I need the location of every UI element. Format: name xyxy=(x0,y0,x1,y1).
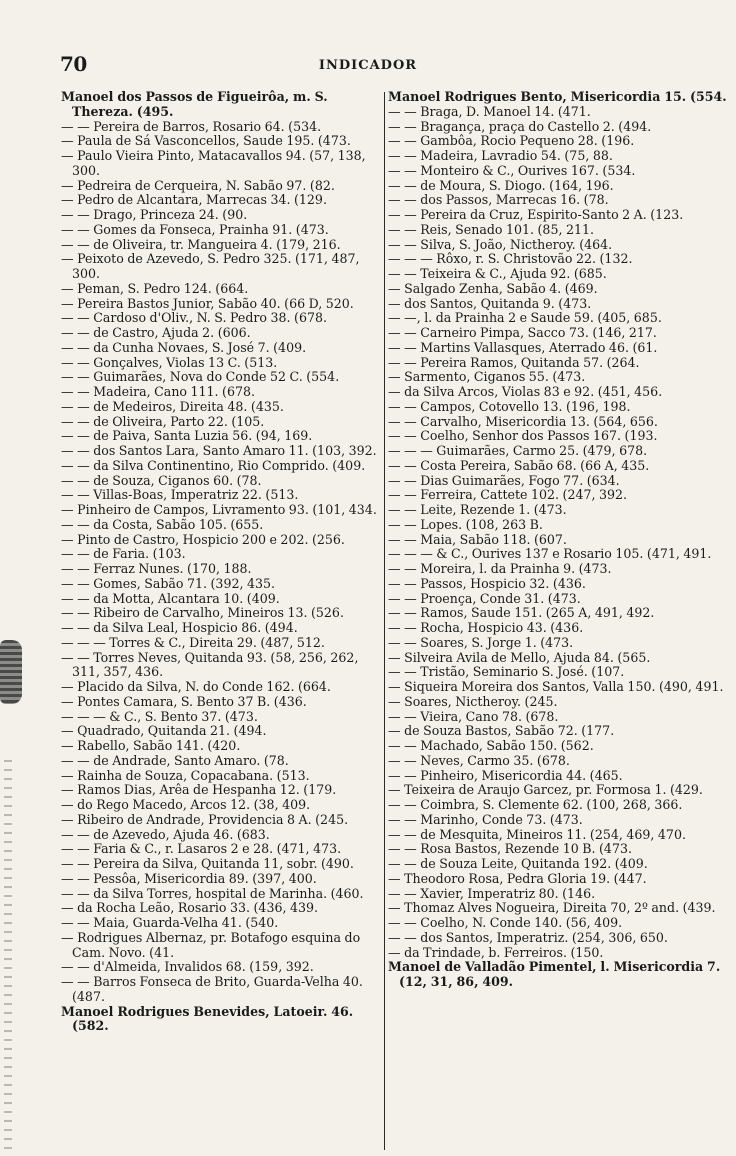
directory-entry: — — de Oliveira, Parto 22. (105. xyxy=(61,413,265,429)
directory-entry: — — Rosa Bastos, Rezende 10 B. (473. xyxy=(388,841,632,857)
directory-entry: — — Pereira da Silva, Quitanda 11, sobr. (490. xyxy=(61,856,354,871)
directory-entry: — — de Moura, S. Diogo. (164, 196. xyxy=(388,177,614,193)
column-divider xyxy=(384,92,385,1150)
directory-entry: — Peixoto de Azevedo, S. Pedro 325. (171, 487, 300. xyxy=(61,251,360,281)
page-header xyxy=(0,0,736,82)
directory-entry: — — Cardoso d'Oliv., N. S. Pedro 38. (678. xyxy=(61,310,328,326)
directory-entry: — — Drago, Princeza 24. (90. xyxy=(61,207,248,222)
directory-entry: — — Martins Vallasques, Aterrado 46. (61. xyxy=(388,339,658,355)
directory-entry: — Rodrigues Albernaz, pr. Botafogo esquina do Cam. Novo. (41. xyxy=(61,929,361,960)
directory-entry: — Paulo Vieira Pinto, Matacavallos 94. (57, 138, 300. xyxy=(61,148,366,178)
directory-entry: — — Torres Neves, Quitanda 93. (58, 256, 262, 311, 357, 436. xyxy=(61,649,359,680)
directory-entry: — — Teixeira & C., Ajuda 92. (685. xyxy=(388,266,607,281)
directory-entry: — — de Medeiros, Direita 48. (435. xyxy=(61,398,284,414)
directory-entry: Manoel dos Passos de Figueirôa, m. S. Thereza. (495. xyxy=(61,90,328,119)
directory-entry: — Placido da Silva, N. do Conde 162. (664. xyxy=(61,679,331,694)
directory-entry: — Peman, S. Pedro 124. (664. xyxy=(61,280,249,296)
directory-entry: — — da Costa, Sabão 105. (655. xyxy=(61,516,264,532)
directory-entry: — — Gomes, Sabão 71. (392, 435. xyxy=(61,575,276,591)
directory-entry: — Teixeira de Araujo Garcez, pr. Formosa 1. (429. xyxy=(388,782,703,798)
directory-entry: — — Proença, Conde 31. (473. xyxy=(388,590,581,606)
directory-entry: — Rabello, Sabão 141. (420. xyxy=(61,738,241,753)
directory-entry: — — Vieira, Cano 78. (678. xyxy=(388,708,559,724)
directory-entry: — — Xavier, Imperatriz 80. (146. xyxy=(388,885,596,901)
directory-columns xyxy=(61,90,731,1152)
directory-entry: — Salgado Zenha, Sabão 4. (469. xyxy=(388,280,598,296)
directory-entry: — — Coimbra, S. Clemente 62. (100, 268, 366. xyxy=(388,797,683,812)
directory-entry: — Ramos Dias, Arêa de Hespanha 12. (179. xyxy=(61,782,337,798)
directory-entry: — — Neves, Carmo 35. (678. xyxy=(388,752,570,768)
directory-entry: — do Rego Macedo, Arcos 12. (38, 409. xyxy=(61,797,311,812)
directory-entry: — — — Torres & C., Direita 29. (487, 512. xyxy=(61,634,325,650)
directory-entry: — — Moreira, l. da Prainha 9. (473. xyxy=(388,561,612,576)
directory-entry: — — Costa Pereira, Sabão 68. (66 A, 435. xyxy=(388,457,650,473)
directory-entry: — dos Santos, Quitanda 9. (473. xyxy=(388,295,592,311)
directory-entry: — — Ferraz Nunes. (170, 188. xyxy=(61,561,252,576)
directory-entry: — — de Paiva, Santa Luzia 56. (94, 169. xyxy=(61,428,313,444)
directory-entry: — — Braga, D. Manoel 14. (471. xyxy=(388,103,591,119)
directory-entry: Manoel Rodrigues Benevides, Latoeir. 46. (582. xyxy=(61,1003,354,1034)
directory-entry: — — Machado, Sabão 150. (562. xyxy=(388,738,594,753)
directory-entry: — —, l. da Prainha 2 e Saude 59. (405, 685. xyxy=(388,310,662,326)
directory-entry: — — Reis, Senado 101. (85, 211. xyxy=(388,221,595,237)
directory-entry: — — da Silva Leal, Hospicio 86. (494. xyxy=(61,620,298,635)
directory-entry: — — Pinheiro, Misericordia 44. (465. xyxy=(388,767,623,783)
directory-entry: — Silveira Avila de Mello, Ajuda 84. (565. xyxy=(388,649,651,665)
directory-entry: — da Trindade, b. Ferreiros. (150. xyxy=(388,944,604,960)
right-column xyxy=(388,90,731,1152)
directory-entry: — — da Silva Continentino, Rio Comprido. (409. xyxy=(61,457,366,473)
directory-entry: — — Leite, Rezende 1. (473. xyxy=(388,502,567,517)
directory-entry: — — Maia, Guarda-Velha 41. (540. xyxy=(61,915,279,930)
directory-entry: Manoel de Valladão Pimentel, l. Misericordia 7. (12, 31, 86, 409. xyxy=(388,959,721,989)
directory-entry: — — da Motta, Alcantara 10. (409. xyxy=(61,590,280,606)
directory-entry: — — Maia, Sabão 118. (607. xyxy=(388,531,567,547)
directory-entry: — — — Rôxo, r. S. Christovão 22. (132. xyxy=(388,251,633,267)
directory-entry: — — de Mesquita, Mineiros 11. (254, 469, 470. xyxy=(388,826,686,842)
directory-entry: — Sarmento, Ciganos 55. (473. xyxy=(388,369,586,385)
binding-stain-mark xyxy=(0,640,22,704)
directory-entry: — — Villas-Boas, Imperatriz 22. (513. xyxy=(61,487,299,503)
directory-entry: — Thomaz Alves Nogueira, Direita 70, 2º and. (439. xyxy=(388,900,716,916)
directory-entry: — — de Faria. (103. xyxy=(61,546,186,562)
directory-entry: — Pontes Camara, S. Bento 37 B. (436. xyxy=(61,693,307,709)
directory-entry: — Pedro de Alcantara, Marrecas 34. (129. xyxy=(61,192,327,208)
directory-entry: — Ribeiro de Andrade, Providencia 8 A. (245. xyxy=(61,811,349,827)
directory-entry: — — Madeira, Lavradio 54. (75, 88. xyxy=(388,148,613,163)
directory-entry: — — Marinho, Conde 73. (473. xyxy=(388,811,583,827)
directory-entry: — — da Cunha Novaes, S. José 7. (409. xyxy=(61,339,307,355)
running-head-title: INDICADOR xyxy=(318,58,418,73)
directory-entry: — — dos Santos, Imperatriz. (254, 306, 650. xyxy=(388,929,668,945)
directory-entry: — — de Castro, Ajuda 2. (606. xyxy=(61,325,251,340)
directory-entry: — de Souza Bastos, Sabão 72. (177. xyxy=(388,723,615,739)
directory-entry: — — Tristão, Seminario S. José. (107. xyxy=(388,664,625,680)
directory-entry: — — Carvalho, Misericordia 13. (564, 656. xyxy=(388,413,658,429)
directory-entry: — — Gambôa, Rocio Pequeno 28. (196. xyxy=(388,133,635,149)
directory-entry: — — Coelho, N. Conde 140. (56, 409. xyxy=(388,915,623,930)
directory-entry: — Quadrado, Quitanda 21. (494. xyxy=(61,723,267,739)
directory-entry: — — Soares, S. Jorge 1. (473. xyxy=(388,634,574,650)
directory-entry: — Pinheiro de Campos, Livramento 93. (101, 434. xyxy=(61,502,377,517)
directory-entry: — — Carneiro Pimpa, Sacco 73. (146, 217. xyxy=(388,325,657,340)
directory-entry: — — Pessôa, Misericordia 89. (397, 400. xyxy=(61,870,317,886)
directory-entry: — — Pereira da Cruz, Espirito-Santo 2 A. (123. xyxy=(388,207,684,222)
page-number: 70 xyxy=(60,52,87,76)
directory-entry: — — Bragança, praça do Castello 2. (494. xyxy=(388,118,652,134)
directory-entry: — — Dias Guimarães, Fogo 77. (634. xyxy=(388,472,620,488)
directory-entry: — — — Guimarães, Carmo 25. (479, 678. xyxy=(388,443,648,458)
directory-entry: — Pedreira de Cerqueira, N. Sabão 97. (82. xyxy=(61,177,335,193)
directory-entry: — — de Oliveira, tr. Mangueira 4. (179, 216. xyxy=(61,236,341,252)
directory-entry: — — dos Passos, Marrecas 16. (78. xyxy=(388,192,609,208)
directory-entry: — — Coelho, Senhor dos Passos 167. (193. xyxy=(388,428,658,444)
directory-entry: — — Ribeiro de Carvalho, Mineiros 13. (526. xyxy=(61,605,344,621)
directory-entry: — Siqueira Moreira dos Santos, Valla 150. (490, 491. xyxy=(388,679,724,694)
directory-entry: — — Pereira Ramos, Quitanda 57. (264. xyxy=(388,354,640,370)
directory-entry: Manoel Rodrigues Bento, Misericordia 15. (554. xyxy=(388,90,727,104)
binding-margin-dots xyxy=(4,760,12,1150)
directory-entry: — — d'Almeida, Invalidos 68. (159, 392. xyxy=(61,959,314,975)
directory-entry: — da Rocha Leão, Rosario 33. (436, 439. xyxy=(61,900,319,916)
directory-entry: — — Lopes. (108, 263 B. xyxy=(388,516,543,532)
directory-entry: — — dos Santos Lara, Santo Amaro 11. (103, 392. xyxy=(61,443,377,458)
directory-entry: — — Passos, Hospicio 32. (436. xyxy=(388,575,586,591)
left-column xyxy=(61,90,384,1152)
directory-entry: — — Barros Fonseca de Brito, Guarda-Velha 40. (487. xyxy=(61,974,363,1004)
directory-entry: — — Ferreira, Cattete 102. (247, 392. xyxy=(388,487,628,503)
directory-entry: — Pinto de Castro, Hospicio 200 e 202. (256. xyxy=(61,531,345,547)
directory-entry: — — Pereira de Barros, Rosario 64. (534. xyxy=(61,118,322,134)
directory-entry: — — — & C., S. Bento 37. (473. xyxy=(61,708,258,724)
directory-entry: — — de Souza, Ciganos 60. (78. xyxy=(61,472,262,488)
directory-entry: — — Silva, S. João, Nictheroy. (464. xyxy=(388,236,613,252)
directory-entry: — — Madeira, Cano 111. (678. xyxy=(61,384,256,399)
directory-entry: — — Campos, Cotovello 13. (196, 198. xyxy=(388,398,631,414)
directory-entry: — — — & C., Ourives 137 e Rosario 105. (471, 491. xyxy=(388,546,712,562)
directory-entry: — — de Souza Leite, Quitanda 192. (409. xyxy=(388,856,648,871)
directory-entry: — — de Azevedo, Ajuda 46. (683. xyxy=(61,826,270,842)
directory-entry: — — de Andrade, Santo Amaro. (78. xyxy=(61,752,289,768)
directory-entry: — Paula de Sá Vasconcellos, Saude 195. (473. xyxy=(61,133,351,149)
directory-entry: — — Rocha, Hospicio 43. (436. xyxy=(388,620,584,635)
directory-entry: — Pereira Bastos Junior, Sabão 40. (66 D, 520. xyxy=(61,295,354,311)
directory-entry: — Soares, Nictheroy. (245. xyxy=(388,693,558,709)
directory-entry: — — Guimarães, Nova do Conde 52 C. (554. xyxy=(61,369,340,385)
directory-entry: — — da Silva Torres, hospital de Marinha. (460. xyxy=(61,885,364,901)
directory-entry: — — Ramos, Saude 151. (265 A, 491, 492. xyxy=(388,605,655,621)
directory-entry: — Theodoro Rosa, Pedra Gloria 19. (447. xyxy=(388,870,647,886)
directory-entry: — Rainha de Souza, Copacabana. (513. xyxy=(61,767,310,783)
directory-entry: — — Gonçalves, Violas 13 C. (513. xyxy=(61,354,278,370)
directory-entry: — — Monteiro & C., Ourives 167. (534. xyxy=(388,162,636,178)
directory-entry: — — Faria & C., r. Lasaros 2 e 28. (471, 473. xyxy=(61,841,342,857)
directory-entry: — — Gomes da Fonseca, Prainha 91. (473. xyxy=(61,221,329,237)
directory-entry: — da Silva Arcos, Violas 83 e 92. (451, 456. xyxy=(388,384,663,399)
